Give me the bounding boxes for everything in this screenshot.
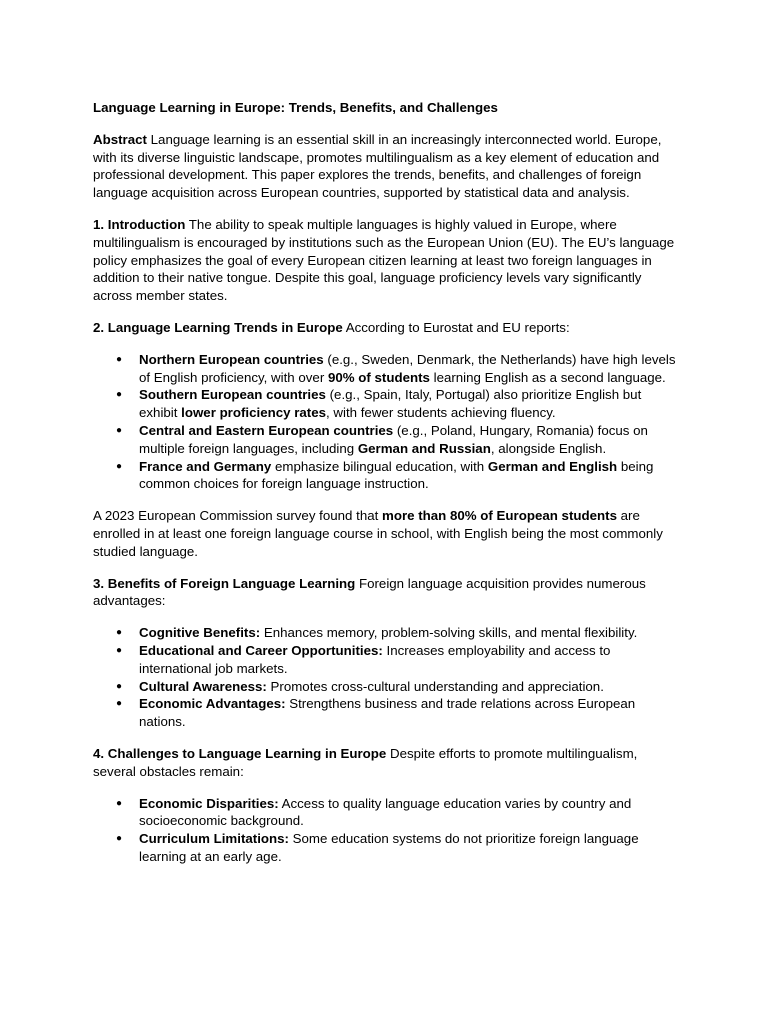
list-item-text: , with fewer students achieving fluency. bbox=[326, 405, 556, 421]
list-item bbox=[139, 624, 683, 642]
list-item-text: (e.g., Sweden, Denmark, the Netherlands) have high levels of English proficiency, with over bbox=[139, 351, 676, 385]
list-item-bold: France and Germany bbox=[139, 458, 272, 474]
benefits-heading: 3. Benefits of Foreign Language Learning bbox=[93, 575, 356, 591]
abstract-heading: Abstract bbox=[93, 131, 147, 147]
abstract-text: Language learning is an essential skill in an increasingly interconnected world. Europe, with its diverse linguistic landscape, promotes multilingualism as a key element of education and professional development. This paper explores the trends, benefits, and challenges of foreign language acquisition across European countries, supported by statistical data and analysis. bbox=[93, 131, 662, 201]
benefits-list bbox=[93, 624, 683, 731]
survey-bold: more than 80% of European students bbox=[382, 508, 617, 524]
document-page bbox=[93, 99, 683, 880]
list-item-text: (e.g., Poland, Hungary, Romania) focus on multiple foreign languages, including bbox=[139, 422, 648, 456]
list-item-text: learning English as a second language. bbox=[429, 369, 666, 385]
list-item bbox=[139, 351, 683, 387]
list-item bbox=[139, 642, 683, 678]
challenges-list bbox=[93, 795, 683, 866]
list-item-bold: Southern European countries bbox=[139, 387, 326, 403]
list-item-text: , alongside English. bbox=[490, 440, 607, 456]
trends-text: According to Eurostat and EU reports: bbox=[342, 319, 570, 335]
abstract-paragraph bbox=[93, 131, 683, 202]
list-item bbox=[139, 458, 683, 494]
list-item-text: emphasize bilingual education, with bbox=[271, 458, 488, 474]
benefits-paragraph bbox=[93, 575, 683, 611]
challenges-paragraph bbox=[93, 745, 683, 781]
list-item-bold: Northern European countries bbox=[139, 351, 324, 367]
list-item bbox=[139, 678, 683, 696]
list-item-text: Promotes cross-cultural understanding and appreciation. bbox=[266, 678, 604, 694]
list-item-label: Cognitive Benefits: bbox=[139, 625, 261, 641]
list-item-bold: German and Russian bbox=[357, 440, 491, 456]
survey-paragraph bbox=[93, 507, 683, 560]
list-item-label: Economic Advantages: bbox=[139, 696, 286, 712]
document-title: Language Learning in Europe: Trends, Benefits, and Challenges bbox=[93, 100, 498, 115]
list-item bbox=[139, 795, 683, 831]
list-item-bold: Central and Eastern European countries bbox=[139, 422, 394, 438]
introduction-text: The ability to speak multiple languages is highly valued in Europe, where multilingualism is encouraged by institutions such as the European Union (EU). The EU’s language policy emphasizes the goal of every European citizen learning at least two foreign languages in addition to their native tongue. Despite this goal, language proficiency levels vary significantly across member states. bbox=[93, 216, 675, 304]
list-item-label: Cultural Awareness: bbox=[139, 678, 267, 694]
list-item bbox=[139, 422, 683, 458]
list-item-label: Economic Disparities: bbox=[139, 795, 279, 811]
list-item bbox=[139, 695, 683, 731]
list-item-bold: 90% of students bbox=[327, 369, 430, 385]
list-item-text: Strengthens business and trade relations across European nations. bbox=[139, 696, 636, 730]
list-item bbox=[139, 830, 683, 866]
list-item-bold: German and English bbox=[487, 458, 618, 474]
list-item-text: Access to quality language education varies by country and socioeconomic background. bbox=[139, 795, 632, 829]
introduction-heading: 1. Introduction bbox=[93, 216, 186, 232]
trends-list bbox=[93, 351, 683, 493]
list-item-label: Curriculum Limitations: bbox=[139, 831, 289, 847]
list-item-text: Increases employability and access to international job markets. bbox=[139, 642, 611, 676]
trends-heading: 2. Language Learning Trends in Europe bbox=[93, 319, 343, 335]
list-item-text: (e.g., Spain, Italy, Portugal) also prioritize English but exhibit bbox=[139, 387, 642, 421]
list-item-text: being common choices for foreign language instruction. bbox=[139, 458, 654, 492]
survey-text: A 2023 European Commission survey found that bbox=[93, 508, 383, 524]
list-item bbox=[139, 386, 683, 422]
trends-paragraph bbox=[93, 319, 683, 337]
introduction-paragraph bbox=[93, 216, 683, 305]
benefits-text: Foreign language acquisition provides numerous advantages: bbox=[93, 575, 646, 609]
list-item-bold: lower proficiency rates bbox=[181, 405, 326, 421]
list-item-label: Educational and Career Opportunities: bbox=[139, 642, 383, 658]
challenges-heading: 4. Challenges to Language Learning in Europe bbox=[93, 745, 387, 761]
list-item-text: Enhances memory, problem-solving skills, and mental flexibility. bbox=[260, 625, 638, 641]
list-item-text: Some education systems do not prioritize foreign language learning at an early age. bbox=[139, 831, 639, 864]
survey-text: are enrolled in at least one foreign language course in school, with English being the most commonly studied language. bbox=[93, 508, 663, 559]
challenges-text: Despite efforts to promote multilingualism, several obstacles remain: bbox=[93, 745, 638, 779]
